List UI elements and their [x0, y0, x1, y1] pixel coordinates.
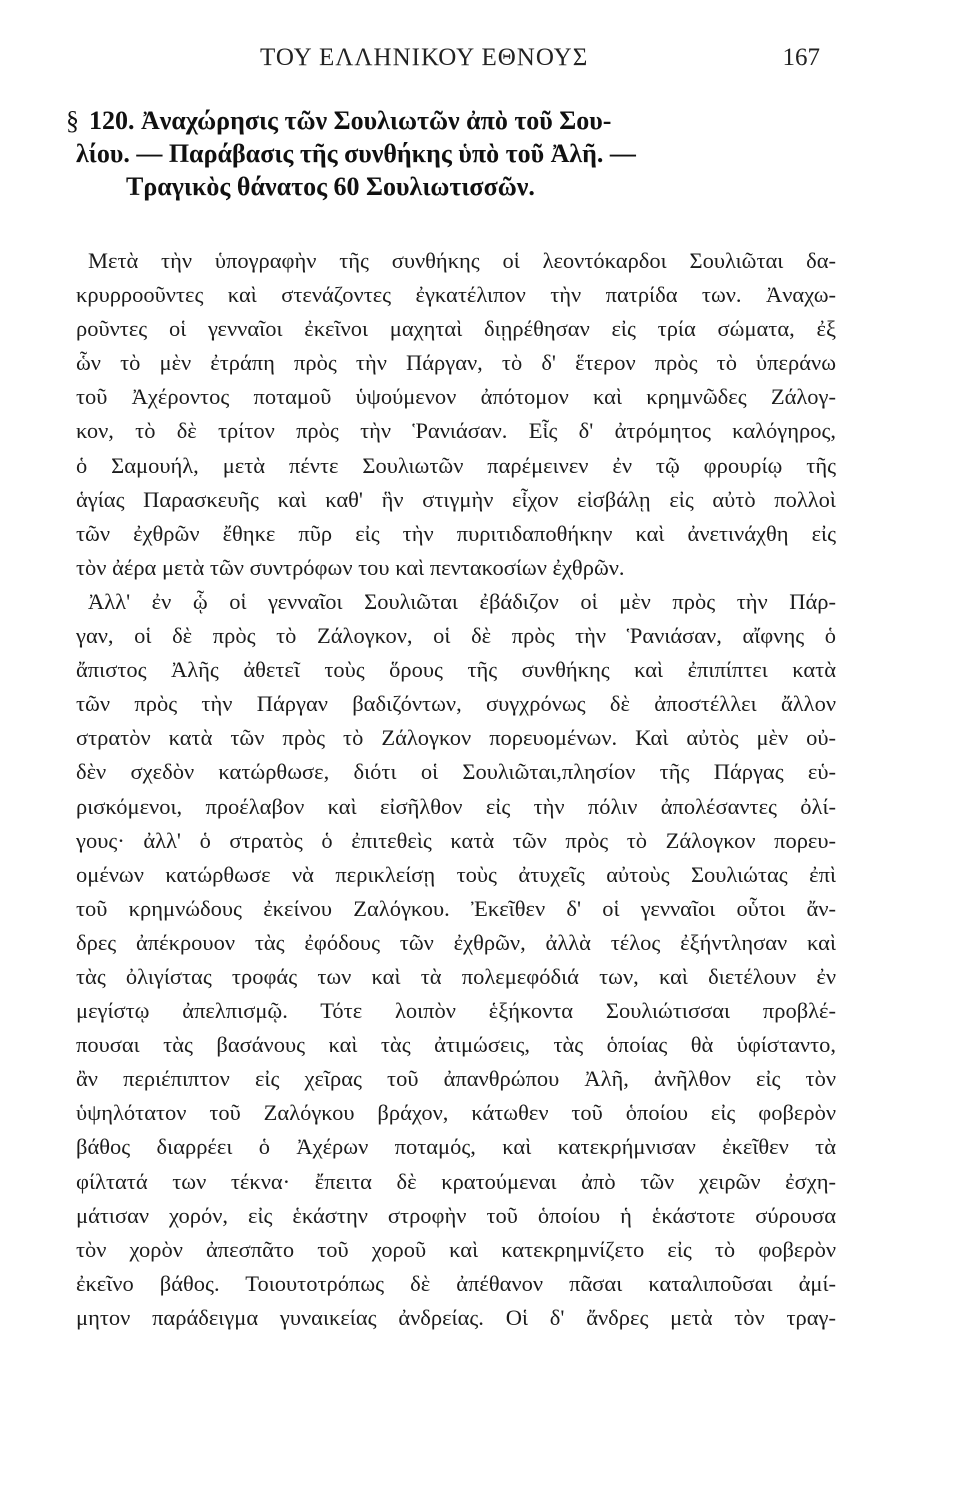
text-line: ἄπιστος Ἀλῆς ἀθετεῖ τοὺς ὅρους τῆς συνθήκης καὶ ἐπιπίπτει κατὰ: [76, 657, 836, 683]
text-line: ὑψηλότατον τοῦ Ζαλόγκου βράχον, κάτωθεν τοῦ ὁποίου εἰς φοβερὸν: [76, 1100, 836, 1126]
text-line: δὲν σχεδὸν κατώρθωσε, διότι οἱ Σουλιῶται,πλησίον τῆς Πάργας εὑ-: [76, 759, 836, 785]
text-line: γαν, οἱ δὲ πρὸς τὸ Ζάλογκον, οἱ δὲ πρὸς τὴν Ῥανιάσαν, αἴφνης ὁ: [76, 623, 836, 649]
text-line: στρατὸν κατὰ τῶν πρὸς τὸ Ζάλογκον πορευομένων. Καὶ αὐτὸς μὲν οὐ-: [76, 725, 836, 751]
text-line: τὸν ἀέρα μετὰ τῶν συντρόφων του καὶ πεντακοσίων ἐχθρῶν.: [76, 554, 625, 580]
text-line: τῶν ἐχθρῶν ἔθηκε πῦρ εἰς τὴν πυριτιδαποθήκην καὶ ἀνετινάχθη εἰς: [76, 520, 836, 546]
section-heading: [66, 104, 836, 203]
text-line: ὁ Σαμουήλ, μετὰ πέντε Σουλιωτῶν παρέμεινεν ἐν τῷ φρουρίῳ τῆς: [76, 452, 836, 478]
text-line: ἐκεῖνο βάθος. Τοιουτοτρόπως δὲ ἀπέθανον πᾶσαι καταλιποῦσαι ἀμί-: [76, 1270, 836, 1296]
text-line: Μετὰ τὴν ὑπογραφὴν τῆς συνθήκης οἱ λεοντόκαρδοι Σουλιῶται δα-: [88, 248, 836, 273]
text-line: τοῦ κρημνώδους ἐκείνου Ζαλόγκου. Ἐκεῖθεν δ' οἱ γενναῖοι οὗτοι ἄν-: [76, 895, 836, 921]
text-line: τὸν χορὸν ἀπεσπᾶτο τοῦ χοροῦ καὶ κατεκρημνίζετο εἰς τὸ φοβερὸν: [76, 1236, 836, 1262]
text-line: γους· ἀλλ' ὁ στρατὸς ὁ ἐπιτεθεὶς κατὰ τῶν πρὸς τὸ Ζάλογκον πορευ-: [76, 827, 836, 853]
body-text: [76, 244, 836, 1335]
heading-line-text: 120. Ἀναχώρησις τῶν Σουλιωτῶν ἀπὸ τοῦ Σου-: [89, 106, 612, 135]
heading-line: Τραγικὸς θάνατος 60 Σουλιωτισσῶν.: [126, 172, 535, 201]
text-line: φίλτατά των τέκνα· ἔπειτα δὲ κρατούμεναι ἀπὸ τῶν χειρῶν ἐσχη-: [76, 1168, 836, 1194]
text-line: τῶν πρὸς τὴν Πάργαν βαδιζόντων, συγχρόνως δὲ ἀποστέλλει ἄλλον: [76, 691, 836, 717]
text-line: πουσαι τὰς βασάνους καὶ τὰς ἀτιμώσεις, τὰς ὁποίας θὰ ὑφίσταντο,: [76, 1032, 836, 1058]
text-line: Ἀλλ' ἐν ᾧ οἱ γενναῖοι Σουλιῶται ἐβάδιζον οἱ μὲν πρὸς τὴν Πάρ-: [88, 588, 836, 614]
text-line: μητον παράδειγμα γυναικείας ἀνδρείας. Οἱ δ' ἄνδρες μετὰ τὸν τραγ-: [76, 1304, 836, 1330]
text-line: ἁγίας Παρασκευῆς καὶ καθ' ἣν στιγμὴν εἶχον εἰσβάλῃ εἰς αὐτὸ πολλοὶ: [76, 486, 836, 512]
text-line: τοῦ Ἀχέροντος ποταμοῦ ὑψούμενον ἀπότομον καὶ κρημνῶδες Ζάλογ-: [76, 384, 836, 410]
running-title: ΤΟΥ ΕΛΛΗΝΙΚΟΥ ΕΘΝΟΥΣ: [260, 44, 589, 71]
running-header: [60, 44, 820, 84]
text-line: τὰς ὀλιγίστας τροφάς των καὶ τὰ πολεμεφόδιά των, καὶ διετέλουν ἐν: [76, 963, 836, 989]
text-line: ρισκόμενοι, προέλαβον καὶ εἰσῆλθον εἰς τὴν πόλιν ἀπολέσαντες ὀλί-: [76, 793, 836, 819]
text-line: μάτισαν χορόν, εἰς ἑκάστην στροφὴν τοῦ ὁποίου ἡ ἑκάστοτε σύρουσα: [76, 1202, 836, 1228]
section-mark: §: [66, 106, 79, 135]
page-number: 167: [782, 44, 820, 71]
text-line: ἂν περιέπιπτον εἰς χεῖρας τοῦ ἀπανθρώπου Ἀλῆ, ἀνῆλθον εἰς τὸν: [76, 1066, 836, 1092]
heading-line: [66, 104, 836, 137]
text-line: ὧν τὸ μὲν ἐτράπη πρὸς τὴν Πάργαν, τὸ δ' ἕτερον πρὸς τὸ ὑπεράνω: [76, 350, 836, 376]
text-line: βάθος διαρρέει ὁ Ἀχέρων ποταμός, καὶ κατεκρήμνισαν ἐκεῖθεν τὰ: [76, 1134, 836, 1160]
text-line: κρυρροοῦντες καὶ στενάζοντες ἐγκατέλιπον τὴν πατρίδα των. Ἀναχω-: [76, 282, 836, 308]
text-line: ομένων κατώρθωσε νὰ περικλείσῃ τοὺς ἀτυχεῖς αὐτοὺς Σουλιώτας ἐπὶ: [76, 861, 836, 887]
text-line: κον, τὸ δὲ τρίτον πρὸς τὴν Ῥανιάσαν. Εἷς δ' ἀτρόμητος καλόγηρος,: [76, 418, 836, 444]
text-line: δρες ἀπέκρουον τὰς ἐφόδους τῶν ἐχθρῶν, ἀλλὰ τέλος ἐξήντλησαν καὶ: [76, 929, 836, 955]
text-line: μεγίστῳ ἀπελπισμῷ. Τότε λοιπὸν ἑξήκοντα Σουλιώτισσαι προβλέ-: [76, 998, 836, 1024]
text-line: ροῦντες οἱ γενναῖοι ἐκεῖνοι μαχηταὶ διῃρέθησαν εἰς τρία σώματα, ἐξ: [76, 316, 836, 342]
heading-line: λίου. — Παράβασις τῆς συνθήκης ὑπὸ τοῦ Ἀλῆ. —: [76, 139, 636, 168]
